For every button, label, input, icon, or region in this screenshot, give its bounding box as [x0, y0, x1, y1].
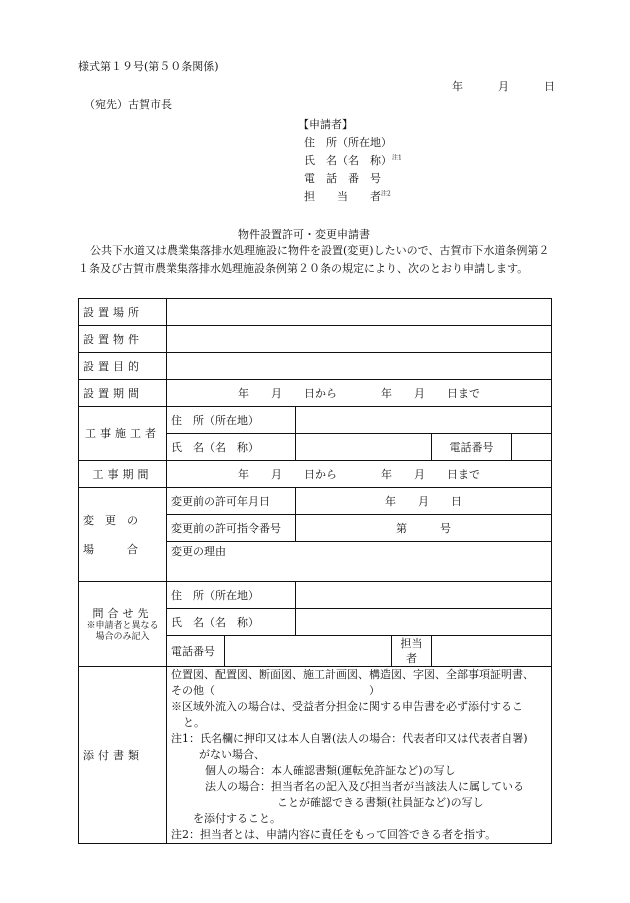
att-line-9: ことが確認できる書類(社員証など)の写し	[277, 796, 484, 809]
change-label-2: 場 合	[83, 542, 138, 556]
object-label: 設置物件	[79, 326, 167, 353]
addressee: （宛先）古賀市長	[84, 98, 172, 111]
inquiry-note: ※申請者と異なる場合のみ記入	[86, 620, 159, 642]
att-line-6: がない場合、	[199, 748, 265, 761]
prev-date-field[interactable]: 年 月 日	[296, 488, 552, 515]
contractor-phone-label: 電話番号	[432, 434, 512, 461]
att-line-4: と。	[183, 716, 205, 729]
inquiry-address-field[interactable]	[296, 582, 552, 609]
inquiry-phone-label: 電話番号	[167, 636, 225, 667]
date-day: 日	[544, 80, 555, 93]
form-number: 様式第１９号(第５０条関係)	[78, 60, 219, 73]
date-line	[452, 78, 555, 94]
name-note: 注1	[392, 154, 402, 162]
contractor-address-field[interactable]	[296, 407, 552, 434]
contact-note: 注2	[381, 190, 391, 198]
date-month: 月	[498, 80, 509, 93]
work-period-label: 工事期間	[79, 461, 167, 488]
change-reason-label: 変更の理由	[171, 545, 226, 558]
att-line-8: 法人の場合：担当者名の記入及び担当者が当該法人に属している	[205, 780, 524, 793]
att-line-1: 位置図、配置図、断面図、施工計画図、構造図、字図、全部事項証明書、	[171, 668, 534, 681]
contractor-label: 工事施工者	[79, 407, 167, 461]
document-title: 物件設置許可・変更申請書	[238, 228, 370, 241]
object-field[interactable]	[167, 326, 552, 353]
applicant-address-label: 住 所（所在地）	[304, 136, 392, 149]
att-line-11: 注2：担当者とは、申請内容に責任をもって回答できる者を指す。	[171, 828, 497, 841]
inquiry-name-field[interactable]	[296, 609, 552, 636]
att-line-3: ※区域外流入の場合は、受益者分担金に関する申告書を必ず添付するこ	[171, 700, 523, 713]
prev-number-label: 変更前の許可指令番号	[167, 515, 296, 542]
attachments-field	[167, 667, 552, 844]
application-form-table	[78, 298, 552, 844]
date-year: 年	[452, 80, 463, 93]
period-field[interactable]: 年 月 日から 年 月 日まで	[167, 380, 552, 407]
contractor-phone-field[interactable]	[512, 434, 552, 461]
att-line-5: 注1：氏名欄に押印又は本人自署(法人の場合：代表者印又は代表者自署)	[171, 732, 528, 745]
change-reason-field[interactable]	[167, 542, 552, 582]
prev-date-label: 変更前の許可年月日	[167, 488, 296, 515]
applicant-name-label: 氏 名（名 称）$^{注1}$	[304, 154, 402, 167]
contractor-address-label: 住 所（所在地）	[167, 407, 296, 434]
att-line-7: 個人の場合：本人確認書類(運転免許証など)の写し	[205, 764, 456, 777]
prev-number-field[interactable]: 第 号	[296, 515, 552, 542]
purpose-label: 設置目的	[79, 353, 167, 380]
att-line-2: その他（ ）	[171, 684, 380, 697]
change-label-1: 変 更 の	[83, 513, 138, 527]
work-period-field[interactable]: 年 月 日から 年 月 日まで	[167, 461, 552, 488]
applicant-contact-label: 担 当 者$^{注2}$	[304, 190, 391, 203]
att-line-10: を添付すること。	[193, 812, 281, 825]
purpose-field[interactable]	[167, 353, 552, 380]
contractor-name-field[interactable]	[296, 434, 432, 461]
inquiry-phone-field[interactable]	[225, 636, 392, 667]
change-label	[79, 488, 167, 582]
applicant-heading: 【申請者】	[298, 118, 353, 131]
location-label: 設置場所	[79, 299, 167, 326]
body-text: 公共下水道又は農業集落排水処理施設に物件を設置(変更)したいので、古賀市下水道条例第２１条及び古賀市農業集落排水処理施設条例第２０条の規定により、次のとおり申請します。	[78, 244, 550, 275]
period-label: 設置期間	[79, 380, 167, 407]
inquiry-person-field[interactable]	[432, 636, 552, 667]
attachments-label: 添付書類	[79, 667, 167, 844]
location-field[interactable]	[167, 299, 552, 326]
inquiry-label: 問合せ先 ※申請者と異なる場合のみ記入	[79, 582, 167, 667]
inquiry-person-label: 担当者	[392, 636, 432, 667]
applicant-phone-label: 電 話 番 号	[304, 172, 381, 185]
inquiry-name-label: 氏 名（名 称）	[167, 609, 296, 636]
inquiry-address-label: 住 所（所在地）	[167, 582, 296, 609]
contractor-name-label: 氏 名（名 称）	[167, 434, 296, 461]
